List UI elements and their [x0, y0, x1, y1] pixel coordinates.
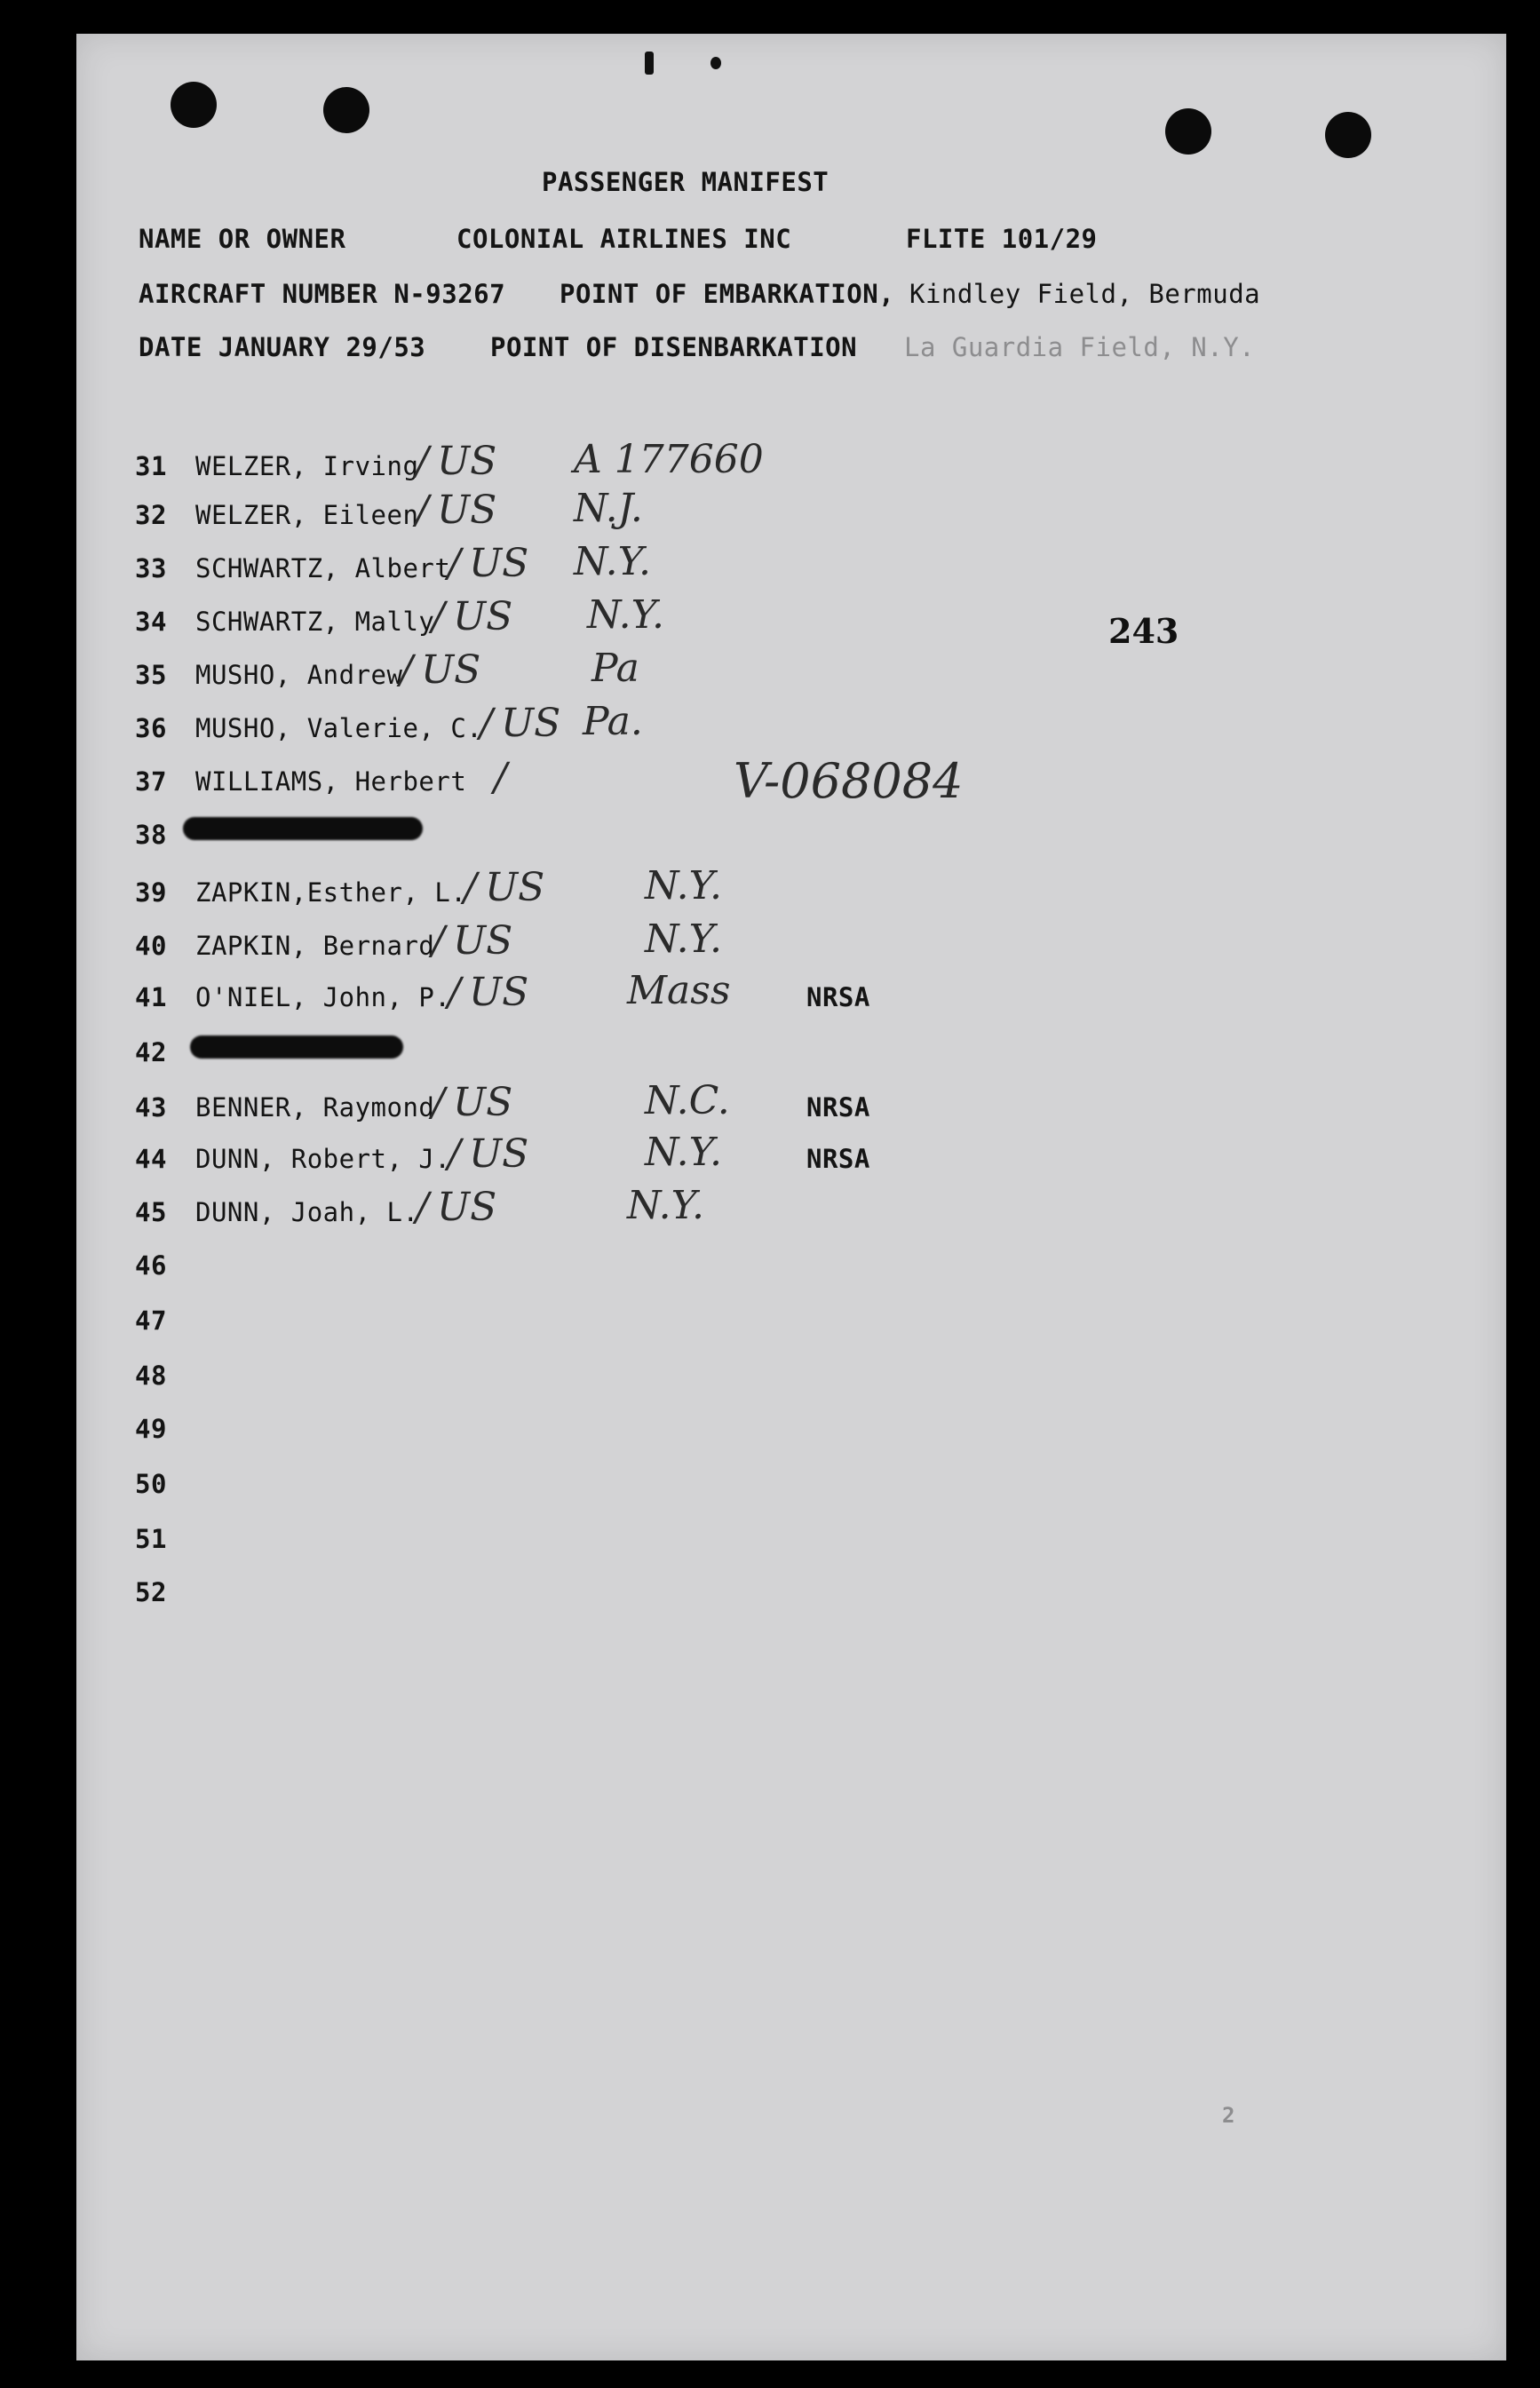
- passenger-name: O'NIEL, John, P.: [195, 982, 451, 1012]
- passenger-name: SCHWARTZ, Mally: [195, 607, 435, 637]
- passenger-row-number: 44: [135, 1144, 167, 1174]
- passenger-row-number: 47: [135, 1305, 167, 1336]
- passenger-row-number: 38: [135, 820, 167, 850]
- aircraft-number: AIRCRAFT NUMBER N-93267: [139, 279, 506, 309]
- handwritten-state: N.Y.: [645, 863, 723, 908]
- redaction-bar-38: [183, 817, 423, 840]
- passenger-name: WELZER, Eileen: [195, 500, 419, 530]
- handwritten-state: N.J.: [574, 486, 643, 531]
- page-title: PASSENGER MANIFEST: [542, 167, 830, 197]
- passenger-name: ZAPKIN,Esther, L.: [195, 877, 467, 908]
- passenger-name: WELZER, Irving: [195, 451, 419, 481]
- flight-number: FLITE 101/29: [906, 224, 1098, 254]
- passenger-row-number: 40: [135, 931, 167, 961]
- passenger-name: DUNN, Robert, J.: [195, 1144, 451, 1174]
- passenger-row-number: 42: [135, 1037, 167, 1067]
- handwritten-nationality: US: [437, 439, 497, 484]
- footer-mark: 2: [1222, 2103, 1235, 2128]
- handwritten-state: N.Y.: [645, 916, 723, 962]
- page-number-stamp: 243: [1108, 611, 1179, 651]
- punch-hole-right-2: [1325, 112, 1371, 158]
- passenger-row-number: 37: [135, 766, 167, 797]
- handwritten-nationality: US: [437, 1185, 497, 1230]
- passenger-row-number: 36: [135, 713, 167, 743]
- passenger-row-number: 31: [135, 451, 167, 481]
- passenger-row-number: 52: [135, 1577, 167, 1607]
- handwritten-state: Mass: [627, 968, 731, 1013]
- passenger-row-number: 45: [135, 1197, 167, 1227]
- handwritten-visa-number: V-068084: [734, 753, 964, 809]
- handwritten-state: A 177660: [574, 437, 764, 482]
- handwritten-nationality: US: [453, 1080, 513, 1125]
- handwritten-state: Pa.: [583, 699, 643, 744]
- check-mark-icon: /: [448, 541, 461, 586]
- passenger-row-number: 39: [135, 877, 167, 908]
- handwritten-state: Pa: [591, 646, 639, 691]
- handwritten-nationality: US: [453, 918, 513, 964]
- passenger-name: ZAPKIN, Bernard: [195, 931, 435, 961]
- handwritten-nationality: US: [437, 488, 497, 533]
- passenger-row-number: 43: [135, 1092, 167, 1123]
- passenger-row-number: 34: [135, 607, 167, 637]
- disembarkation-value: La Guardia Field, N.Y.: [904, 332, 1256, 362]
- passenger-row-number: 46: [135, 1250, 167, 1281]
- passenger-row-number: 50: [135, 1469, 167, 1499]
- handwritten-nationality: US: [485, 865, 545, 910]
- passenger-name: SCHWARTZ, Albert: [195, 553, 451, 583]
- passenger-row-number: 49: [135, 1414, 167, 1444]
- date: DATE JANUARY 29/53: [139, 332, 426, 362]
- check-mark-icon: /: [416, 439, 429, 484]
- punch-hole-right-1: [1165, 108, 1211, 155]
- name-or-owner-value: COLONIAL AIRLINES INC: [456, 224, 792, 254]
- check-mark-icon: /: [494, 755, 507, 800]
- handwritten-nationality: US: [421, 647, 481, 693]
- handwritten-nationality: US: [453, 594, 513, 639]
- passenger-row-number: 32: [135, 500, 167, 530]
- passenger-name: MUSHO, Valerie, C.: [195, 713, 483, 743]
- redaction-bar-42: [190, 1035, 403, 1059]
- passenger-name: WILLIAMS, Herbert: [195, 766, 467, 797]
- handwritten-state: N.Y.: [587, 592, 665, 638]
- passenger-remark: NRSA: [806, 982, 870, 1012]
- passenger-row-number: 41: [135, 982, 167, 1012]
- passenger-row-number: 51: [135, 1524, 167, 1554]
- handwritten-nationality: US: [501, 701, 561, 746]
- passenger-name: BENNER, Raymond: [195, 1092, 435, 1123]
- check-mark-icon: /: [432, 594, 445, 639]
- ink-speck: [710, 57, 721, 69]
- passenger-name: DUNN, Joah, L.: [195, 1197, 419, 1227]
- handwritten-state: N.C.: [645, 1078, 730, 1123]
- check-mark-icon: /: [448, 1131, 461, 1177]
- check-mark-icon: /: [416, 488, 429, 533]
- embarkation-label: POINT OF EMBARKATION,: [560, 279, 895, 309]
- passenger-row-number: 33: [135, 553, 167, 583]
- manifest-page: [76, 34, 1506, 2360]
- passenger-row-number: 35: [135, 660, 167, 690]
- passenger-row-number: 48: [135, 1361, 167, 1391]
- handwritten-state: N.Y.: [627, 1183, 705, 1228]
- handwritten-state: N.Y.: [645, 1130, 723, 1175]
- check-mark-icon: /: [480, 701, 493, 746]
- disembarkation-label: POINT OF DISENBARKATION: [490, 332, 858, 362]
- passenger-remark: NRSA: [806, 1144, 870, 1174]
- check-mark-icon: /: [400, 647, 413, 693]
- punch-hole-left-2: [323, 87, 369, 133]
- ink-speck: [645, 52, 654, 75]
- passenger-name: MUSHO, Andrew: [195, 660, 403, 690]
- name-or-owner-label: NAME OR OWNER: [139, 224, 346, 254]
- check-mark-icon: /: [432, 1080, 445, 1125]
- punch-hole-left-1: [171, 82, 217, 128]
- handwritten-nationality: US: [469, 1131, 529, 1177]
- handwritten-nationality: US: [469, 541, 529, 586]
- handwritten-nationality: US: [469, 970, 529, 1015]
- check-mark-icon: /: [416, 1185, 429, 1230]
- check-mark-icon: /: [432, 918, 445, 964]
- check-mark-icon: /: [464, 865, 477, 910]
- embarkation-value: Kindley Field, Bermuda: [909, 279, 1261, 309]
- passenger-remark: NRSA: [806, 1092, 870, 1123]
- handwritten-state: N.Y.: [574, 539, 652, 584]
- check-mark-icon: /: [448, 970, 461, 1015]
